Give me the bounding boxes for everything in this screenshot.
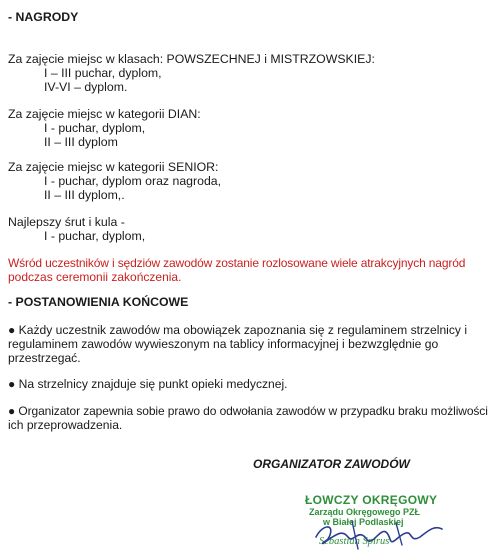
section-heading-postanowienia: - POSTANOWIENIA KOŃCOWE [8, 295, 189, 309]
prize-draw-note-line-1: Wśród uczestników i sędziów zawodów zostanie rozlosowane wiele atrakcyjnych nagród [8, 256, 466, 270]
rule-3-line-2: ich przeprowadzenia. [8, 418, 123, 432]
group-1-line-2: IV-VI – dyplom. [44, 80, 128, 94]
stamp-line-1: ŁOWCZY OKRĘGOWY [305, 493, 438, 507]
rule-3-line-1: ● Organizator zapewnia sobie prawo do odwołania zawodów w przypadku braku możliwości [8, 404, 488, 418]
rule-1-line-1: ● Każdy uczestnik zawodów ma obowiązek zapoznania się z regulaminem strzelnicy i [8, 323, 468, 337]
group-3-line-2: II – III dyplom,. [44, 188, 125, 202]
stamp-name: Sebastian Spirus [319, 536, 390, 547]
stamp-line-3: w Białej Podlaskiej [323, 517, 404, 527]
section-heading-nagrody: - NAGRODY [8, 10, 79, 24]
rule-1-line-3: przestrzegać. [8, 351, 81, 365]
group-2-line-2: II – III dyplom [44, 135, 118, 149]
prize-draw-note-line-2: podczas ceremonii zakończenia. [8, 270, 182, 284]
group-3-intro: Za zajęcie miejsc w kategorii SENIOR: [8, 160, 219, 174]
rule-2-line-1: ● Na strzelnicy znajduje się punkt opieki medycznej. [8, 377, 288, 391]
group-1-line-1: I – III puchar, dyplom, [44, 66, 162, 80]
group-2-line-1: I - puchar, dyplom, [44, 121, 146, 135]
organizer-title: ORGANIZATOR ZAWODÓW [253, 457, 410, 471]
group-2-intro: Za zajęcie miejsc w kategorii DIAN: [8, 107, 201, 121]
handwritten-signature [312, 515, 452, 555]
stamp-line-2: Zarządu Okręgowego PZŁ [309, 507, 421, 517]
group-1-intro: Za zajęcie miejsc w klasach: POWSZECHNEJ i MISTRZOWSKIEJ: [8, 52, 375, 66]
group-3-line-1: I - puchar, dyplom oraz nagroda, [44, 174, 222, 188]
group-4-intro: Najlepszy śrut i kula - [8, 215, 125, 229]
group-4-line-1: I - puchar, dyplom, [44, 229, 146, 243]
rule-1-line-2: regulaminem zawodów wywieszonym na tablicy informacyjnej i bezwzględnie go [8, 337, 439, 351]
